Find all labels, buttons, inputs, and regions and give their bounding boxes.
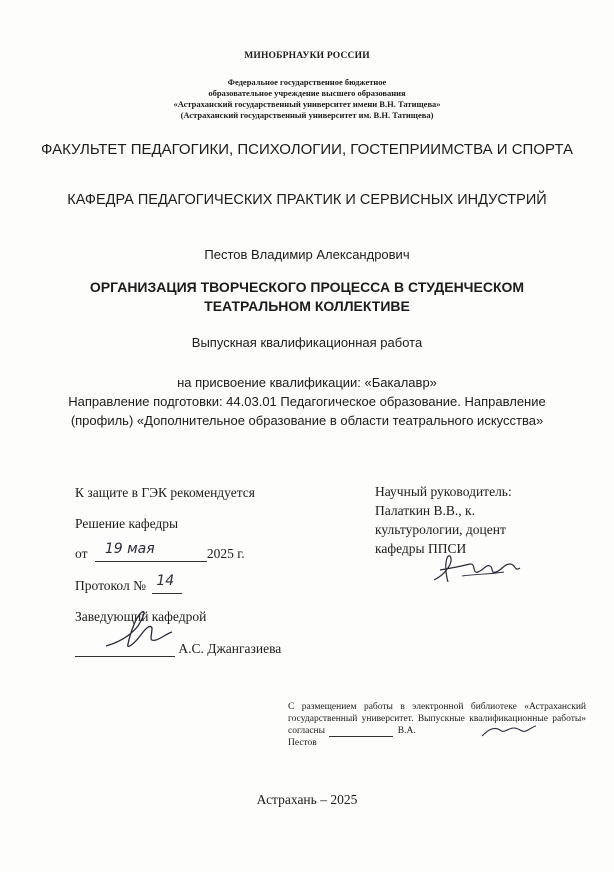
org-line: образовательное учреждение высшего образования	[208, 88, 406, 98]
supervisor-block	[375, 482, 512, 558]
consent-initials: В.А.	[397, 726, 416, 736]
decision-line: Решение кафедры	[75, 516, 179, 531]
city-year: Астрахань – 2025	[256, 792, 358, 807]
student-signature-icon	[478, 720, 538, 742]
handwritten-date: 19 мая	[104, 541, 155, 557]
qualification-line: на присвоение квалификации: «Бакалавр»	[177, 375, 437, 390]
library-consent	[288, 701, 586, 749]
org-line: Федеральное государственное бюджетное	[227, 77, 387, 87]
supervisor-degree: культурологии, доцент	[375, 522, 506, 537]
university-block	[0, 77, 614, 121]
work-type: Выпускная квалификационная работа	[191, 335, 423, 350]
author-name: Пестов Владимир Александрович	[204, 247, 410, 262]
recommend-line: К защите в ГЭК рекомендуется	[75, 485, 256, 500]
head-name: А.С. Джангазиева	[178, 641, 282, 656]
consent-text: С размещением работы в электронной библиотеке «Астраханский государственный университет. Выпускные квалификационные работы» согласны	[288, 702, 586, 736]
date-line	[75, 541, 281, 572]
consent-name: Пестов	[288, 738, 317, 748]
faculty-name: ФАКУЛЬТЕТ ПЕДАГОГИКИ, ПСИХОЛОГИИ, ГОСТЕПРИИМСТВА И СПОРТА	[41, 141, 573, 158]
date-from-label: от	[75, 546, 88, 561]
org-line: (Астраханский государственный университет им. В.Н. Татищева)	[180, 110, 434, 120]
date-year: 2025 г.	[206, 546, 245, 561]
ministry-header: МИНОБРНАУКИ РОССИИ	[244, 51, 370, 61]
date-underline	[95, 541, 207, 562]
protocol-label: Протокол №	[75, 578, 146, 593]
head-signature-icon	[100, 606, 180, 652]
thesis-title: ОРГАНИЗАЦИЯ ТВОРЧЕСКОГО ПРОЦЕССА В СТУДЕНЧЕСКОМ ТЕАТРАЛЬНОМ КОЛЛЕКТИВЕ	[89, 279, 525, 314]
supervisor-name: Палаткин В.В., к.	[375, 503, 475, 518]
department-name: КАФЕДРА ПЕДАГОГИЧЕСКИХ ПРАКТИК И СЕРВИСНЫХ ИНДУСТРИЙ	[67, 192, 547, 208]
qualification-block	[30, 373, 584, 430]
protocol-underline	[152, 573, 182, 594]
supervisor-department: кафедры ППСИ	[375, 541, 467, 556]
protocol-line	[75, 573, 281, 604]
consent-signature-underline	[329, 725, 393, 737]
supervisor-signature-icon	[432, 552, 524, 588]
qualification-line: Направление подготовки: 44.03.01 Педагогическое образование. Направление	[68, 394, 546, 409]
head-label: Заведующий кафедрой	[75, 609, 207, 624]
qualification-line: (профиль) «Дополнительное образование в области театрального искусства»	[70, 413, 544, 428]
supervisor-label: Научный руководитель:	[375, 484, 512, 499]
org-line: «Астраханский государственный университет имени В.Н. Татищева»	[173, 99, 441, 109]
handwritten-protocol-number: 14	[156, 573, 175, 589]
